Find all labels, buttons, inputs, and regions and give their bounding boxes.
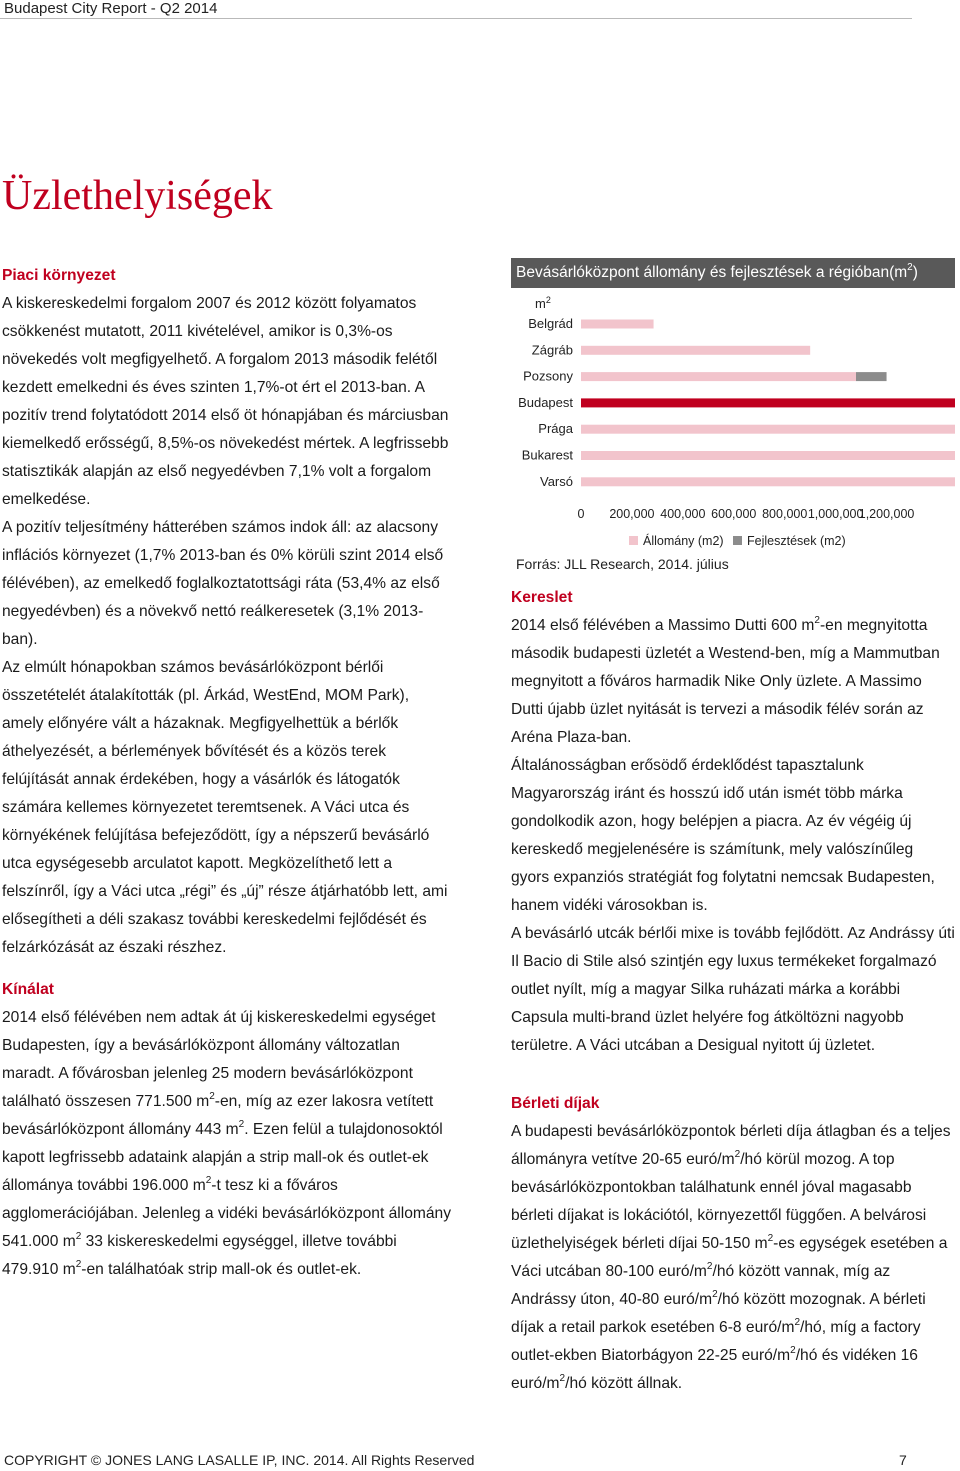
chart-legend-label: Fejlesztések (m2) (747, 534, 846, 548)
footer-copyright: COPYRIGHT © JONES LANG LASALLE IP, INC. 2014. All Rights Reserved (4, 1452, 475, 1468)
header-divider (0, 18, 912, 19)
chart-title-text: Bevásárlóközpont állomány és fejlesztések a régióban(m (516, 264, 908, 281)
chart-bar (581, 320, 654, 329)
text-run: /hó között állnak. (565, 1375, 683, 1392)
superscript: 2 (794, 1316, 801, 1328)
superscript: 2 (205, 1174, 212, 1186)
section-heading-kinalat: Kínálat (2, 981, 54, 998)
chart-category-label: Budapest (518, 394, 573, 410)
chart-source: Forrás: JLL Research, 2014. július (516, 556, 729, 572)
report-header-title: Budapest City Report - Q2 2014 (4, 0, 218, 17)
paragraph-piaci-3: Az elmúlt hónapokban számos bevásárlóközpont bérlői összetételét átalakították (pl. Árkád, WestEnd, MOM Park), amely előnyére vált a házaknak. Megfigyelhettük a bérlők áthelyezését, a bérlemények bővítését és a közös terek felújítását annak érdekében, hogy a vásárlók és látogatók számára kellemes környezetet teremtsenek. A Váci utca és környékének felújítása befejeződött, így a népszerű bevásárló utca egységesebb arculatot kapott. Megközelíthető lett a felszínről, így a Váci utca „régi” és „új” része átjárhatóbb lett, ami elősegítheti a déli szakasz további kereskedelmi fejlődését és felzárkózását az északi részhez. (2, 659, 448, 956)
chart-category-label: Bukarest (521, 447, 573, 463)
superscript: 2 (767, 1232, 774, 1244)
text-run: /hó, míg a factory outlet-ekben Biatorbágyon 22-25 euró/m (511, 1319, 921, 1364)
right-column (511, 584, 955, 1398)
chart-legend-label: Állomány (m2) (643, 534, 724, 548)
paragraph-kinalat (2, 1004, 452, 1284)
text-run: -t tesz ki a főváros agglomerációjában. Jelenleg a vidéki bevásárlóközpont állomány 541.000 m (2, 1177, 452, 1250)
footer-page-number: 7 (899, 1452, 907, 1468)
chart-canvas (511, 288, 955, 554)
text-run: 33 kiskereskedelmi egységgel, illetve további 479.910 m (2, 1233, 397, 1278)
chart-x-tick-label: 1,200,000 (858, 507, 915, 521)
text-run: -es egységek esetében a Váci utcában 80-100 euró/m (511, 1235, 948, 1280)
text-run: -en, míg az ezer lakosra vetített bevásárlóközpont állomány 443 m (2, 1093, 434, 1138)
superscript: 2 (75, 1230, 82, 1242)
chart-bar (856, 372, 887, 381)
paragraph-kereslet-1 (511, 612, 955, 752)
chart-unit-label: $m^2$ (535, 295, 551, 311)
chart-title-end: ) (912, 264, 918, 281)
superscript: 2 (907, 261, 913, 273)
text-run: /hó között vannak, míg az Andrássy úton, 40-80 euró/m (511, 1263, 891, 1308)
chart-category-label: Prága (538, 421, 573, 437)
chart-x-tick-label: 600,000 (711, 507, 757, 521)
text-run: /hó között mozognak. A bérleti díjak a retail parkok esetében 6-8 euró/m (511, 1291, 926, 1336)
superscript: 2 (712, 1288, 718, 1300)
paragraph-berleti (511, 1118, 955, 1398)
section-heading-kereslet: Kereslet (511, 589, 573, 606)
text-run: 2014 első félévében a Massimo Dutti 600 m (511, 617, 815, 634)
chart-bar (581, 477, 955, 486)
chart-category-label: Pozsony (523, 368, 573, 384)
chart-bar (581, 398, 955, 407)
superscript: 2 (238, 1118, 245, 1130)
superscript: 2 (706, 1260, 713, 1272)
chart-category-label: Zágráb (531, 342, 573, 358)
superscript: 2 (734, 1148, 741, 1160)
superscript: 2 (209, 1090, 215, 1102)
chart-category-label: Belgrád (528, 316, 573, 331)
superscript: 2 (559, 1372, 566, 1384)
text-run: -en megnyitotta második budapesti üzletét a Westend-ben, míg a Mammutban megnyitott a főváros harmadik Nike Only üzlete. A Massimo Dutti újabb üzlet nyitását is tervezi a második félév során az Aréna Plaza-ban. (511, 617, 940, 746)
superscript: 2 (814, 614, 820, 626)
section-heading-berleti: Bérleti díjak (511, 1095, 600, 1112)
paragraph-piaci-1: A kiskereskedelmi forgalom 2007 és 2012 között folyamatos csökkenést mutatott, 2011 kivételével, amikor is 0,3%-os növekedés volt megfigyelhető. A forgalom 2013 második felétől kezdett emelkedni és éves szinten 1,7%-ot ért el 2013-ban. A pozitív trend folytatódott 2014 első öt hónapjában és márciusban kiemelkedő erősségű, 8,5%-os növekedést mértek. A legfrissebb statisztikák alapján az első negyedévben 7,1% volt a forgalom emelkedése. (2, 295, 449, 508)
chart-legend-swatch (629, 536, 638, 545)
chart-shopping-centre-stock (511, 258, 955, 580)
text-run: A budapesti bevásárlóközpontok bérleti díja átlagban és a teljes állományra vetítve 20-65 euró/m (511, 1123, 951, 1168)
chart-x-tick-label: 400,000 (660, 507, 706, 521)
paragraph-kereslet-3: A bevásárló utcák bérlői mixe is tovább fejlődött. Az Andrássy úti Il Bacio di Stile alsó szintjén egy luxus termékeket forgalmazó outlet nyílt, míg a magyar Silka ruházati márka a korábbi Capsula multi-brand üzlet helyére fog átköltözni nagyobb területre. A Váci utcában a Desigual nyitott új üzletet. (511, 925, 955, 1054)
chart-x-tick-label: 800,000 (762, 507, 808, 521)
chart-x-tick-label: 0 (577, 507, 585, 521)
chart-bar (581, 372, 856, 381)
left-column (2, 262, 452, 1284)
text-run: -en találhatóak strip mall-ok és outlet-ek. (81, 1261, 362, 1278)
paragraph-kereslet-2: Általánosságban erősödő érdeklődést tapasztalunk Magyarország iránt és hosszú idő után ismét több márka gondolkodik azon, hogy belépjen a piacra. Az év végéig új kereskedő megjelenésére is számítunk, mely valószínűleg gyors expanziós stratégiát fog folytatni nemcsak Budapesten, hanem vidéki városokban is. (511, 757, 935, 914)
text-run: /hó körül mozog. A top bevásárlóközpontokban találhatunk ennél jóval magasabb bérleti díjakat is lokációtól, környezettől függően. A belvárosi üzlethelyiségek bérleti díjai 50-150 m (511, 1151, 927, 1252)
text-run: /hó és vidéken 16 euró/m (511, 1347, 918, 1392)
chart-bar (581, 425, 955, 434)
chart-bar (581, 451, 955, 460)
text-run: . Ezen felül a tulajdonosoktól kapott legfrissebb adataink alapján a strip mall-ok és outlet-ek állománya további 196.000 m (2, 1121, 443, 1194)
section-heading-piaci: Piaci környezet (2, 267, 116, 284)
chart-bar (581, 346, 810, 355)
chart-x-tick-label: 200,000 (609, 507, 655, 521)
chart-x-tick-label: 1,000,000 (807, 507, 864, 521)
superscript: 2 (75, 1258, 82, 1270)
text-run: 2014 első félévében nem adtak át új kiskereskedelmi egységet Budapesten, így a bevásárlóközpont állomány változatlan maradt. A fővárosban jelenleg 25 modern bevásárlóközpont található összesen 771.500 m (2, 1009, 436, 1110)
page-title: Üzlethelyiségek (2, 173, 273, 219)
paragraph-piaci-2: A pozitív teljesítmény hátterében számos indok áll: az alacsony inflációs környezet (1,7% 2013-ban és 0% körüli szint 2014 első félévében), az emelkedő foglalkoztatottsági ráta (53,4% az első negyedévben) és a növekvő nettó reálkeresetek (3,1% 2013-ban). (2, 519, 444, 648)
chart-title (511, 258, 955, 288)
chart-category-label: Varsó (540, 473, 573, 489)
superscript: 2 (790, 1344, 796, 1356)
chart-legend-swatch (733, 536, 742, 545)
